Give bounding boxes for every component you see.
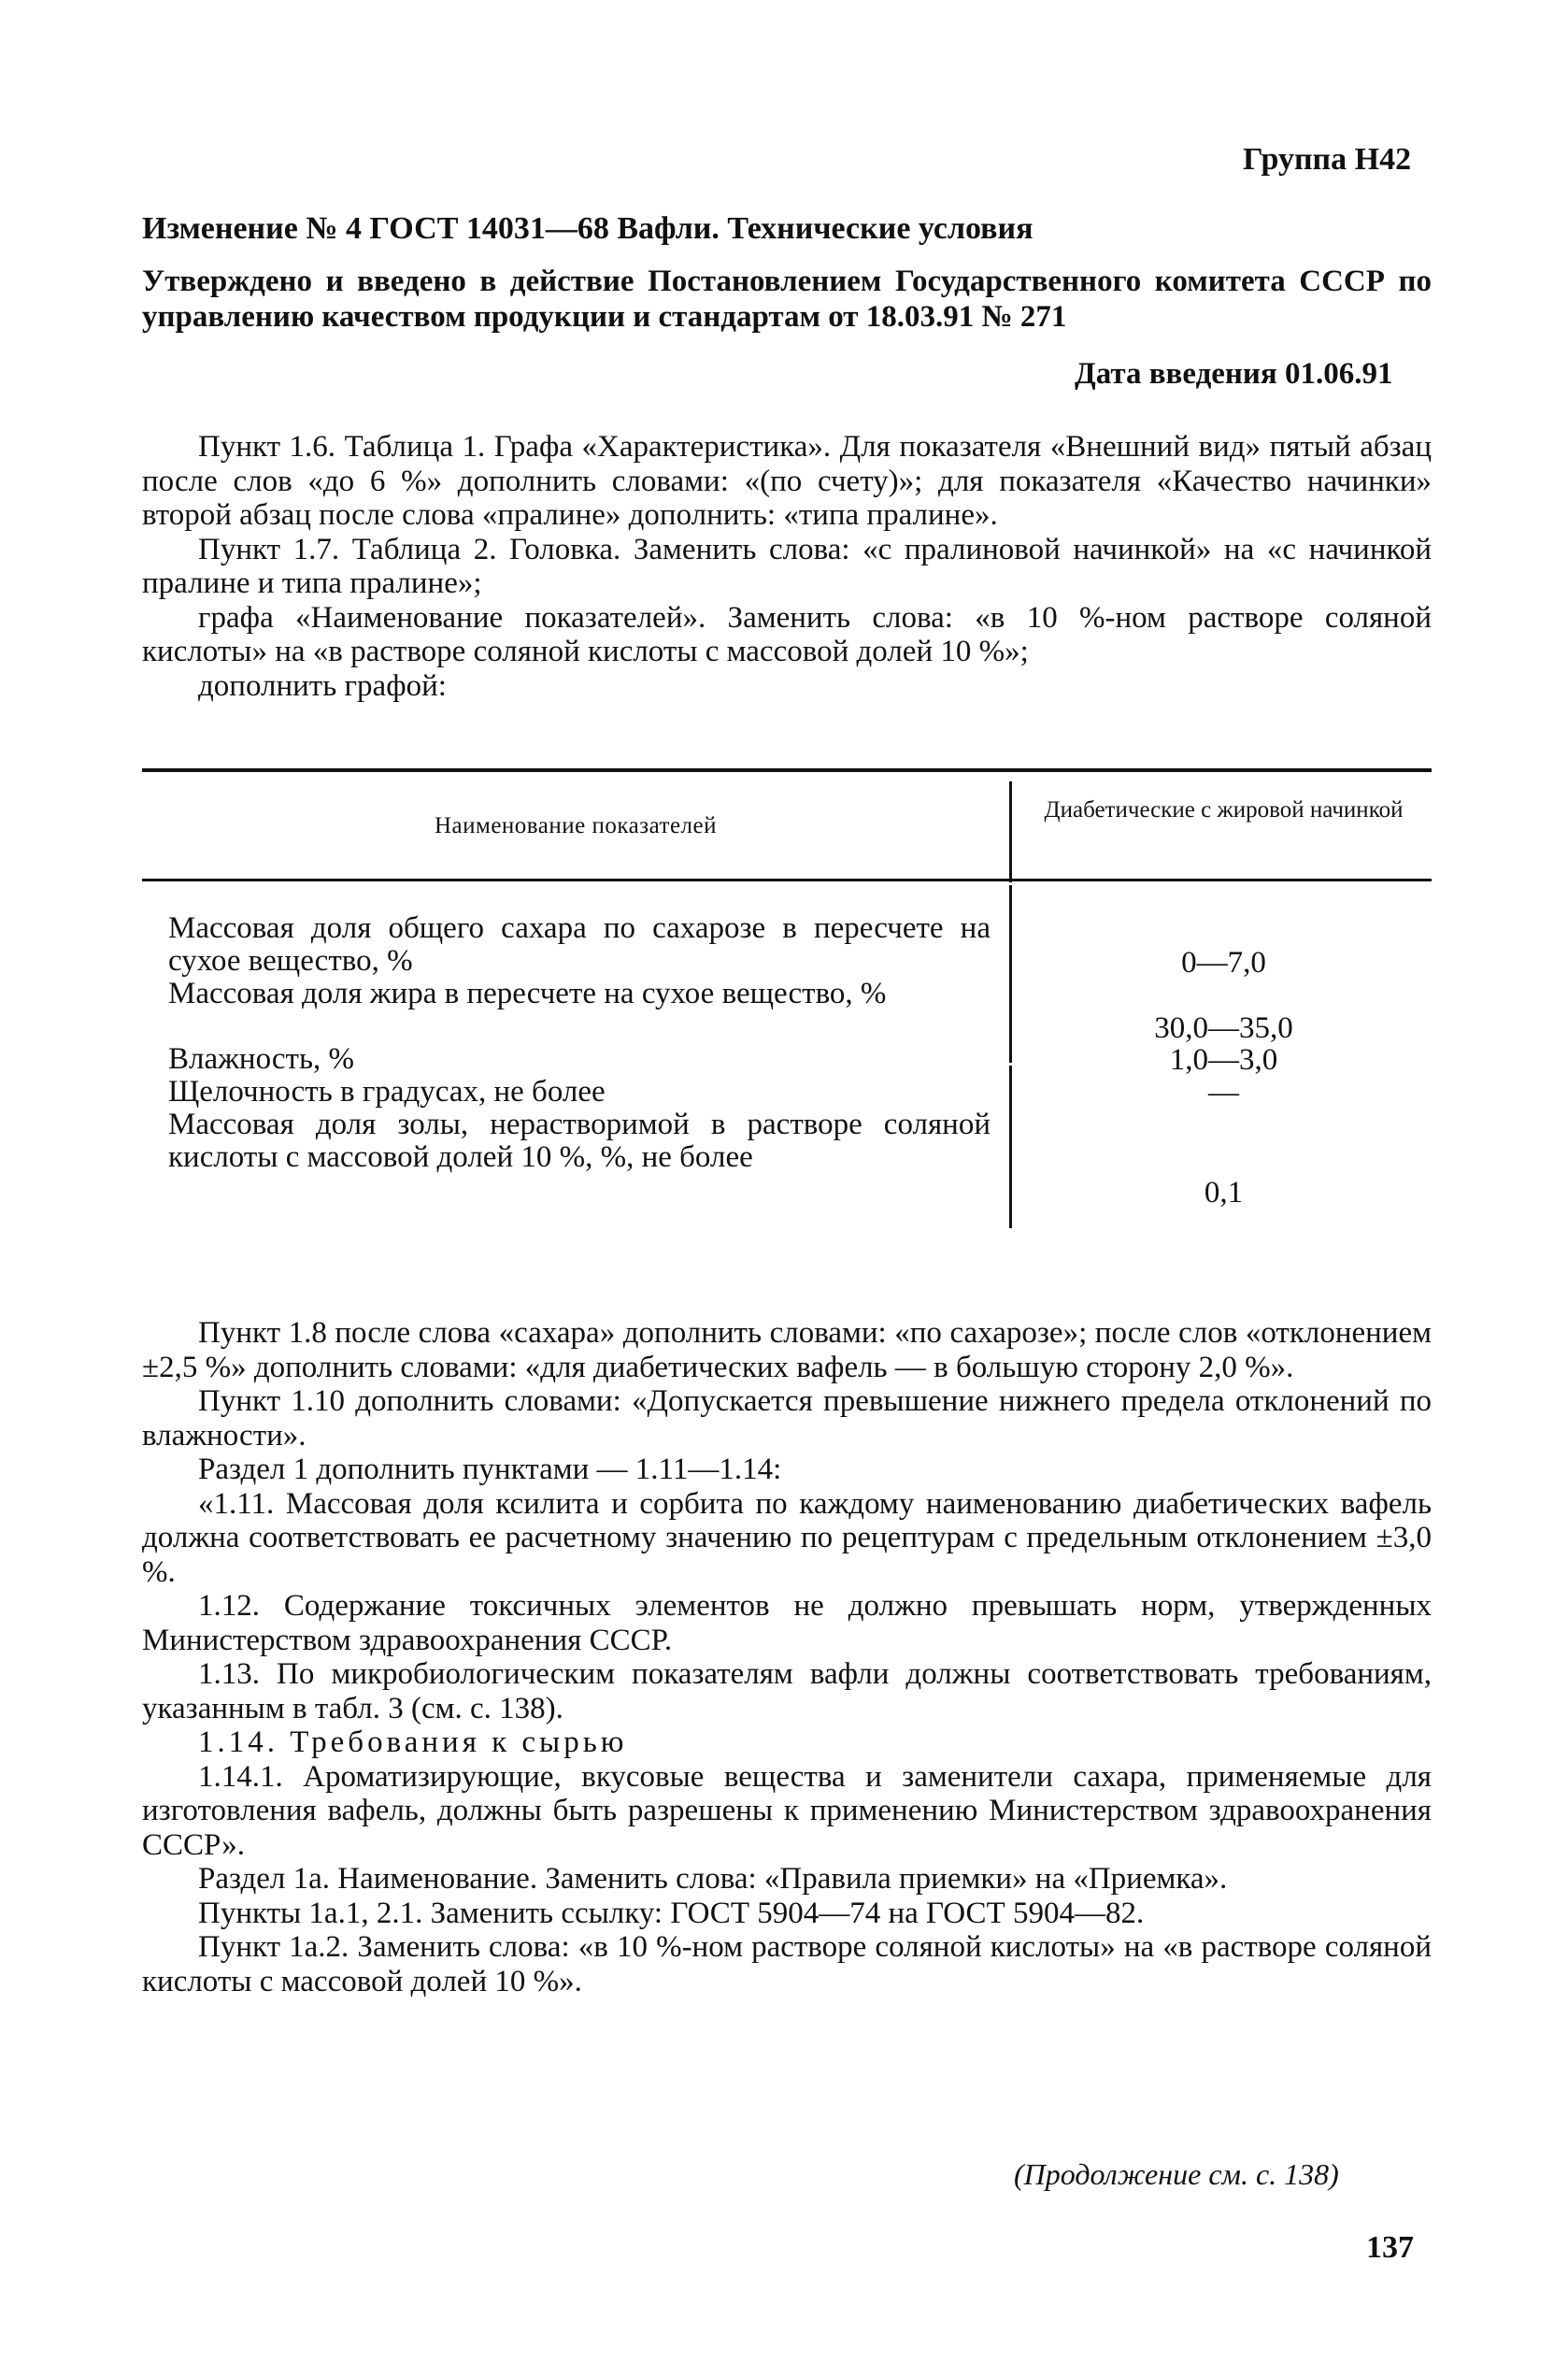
continuation-note: (Продолжение см. с. 138) [1014, 2157, 1339, 2191]
document-title: Изменение № 4 ГОСТ 14031—68 Вафли. Технические условия [142, 211, 1033, 246]
table-body-divider [1009, 885, 1012, 1063]
column-header-name: Наименование показателей [434, 813, 718, 838]
paragraph: Пункт 1.10 дополнить словами: «Допускается превышение нижнего предела отклонений по влажности». [142, 1384, 1432, 1453]
table-row-value: 30,0—35,0 [1154, 1011, 1293, 1045]
paragraph: Пункт 1.7. Таблица 2. Головка. Заменить слова: «с пралиновой начинкой» на «с начинкой пралине и типа пралине»; [142, 532, 1432, 600]
table-header-divider [1009, 781, 1012, 882]
table-row-name: Щелочность в градусах, не более [168, 1075, 606, 1109]
table-row-value: 0—7,0 [1181, 946, 1266, 980]
paragraph: Пункт 1.6. Таблица 1. Графа «Характеристика». Для показателя «Внешний вид» пятый абзац после слов «до 6 %» дополнить словами: «(по счету)»; для показателя «Качество начинки» второй абзац после слова «пралине» дополнить: «типа пралине». [142, 430, 1432, 532]
column-header-value: Диабетические с жировой начинкой [1044, 797, 1404, 823]
paragraph: 1.14. Требования к сырью [198, 1725, 628, 1759]
paragraph: 1.14.1. Ароматизирующие, вкусовые вещества и заменители сахара, применяемые для изготовления вафель, должны быть разрешены к применению Министерством здравоохранения СССР». [142, 1759, 1432, 1862]
paragraph: Раздел 1 дополнить пунктами — 1.11—1.14: [198, 1453, 782, 1486]
intro-text [142, 430, 1432, 703]
table-row-name: Массовая доля жира в пересчете на сухое вещество, % [168, 977, 887, 1010]
indicators-table [142, 768, 1432, 1228]
table-body-divider [1009, 1066, 1012, 1228]
paragraph: 1.13. По микробиологическим показателям вафли должны соответствовать требованиям, указанным в табл. 3 (см. с. 138). [142, 1657, 1432, 1725]
paragraph: графа «Наименование показателей». Заменить слова: «в 10 %-ном растворе соляной кислоты» на «в растворе соляной кислоты с массовой долей 10 %»; [142, 600, 1432, 668]
group-label: Группа Н42 [1243, 142, 1412, 177]
paragraph: «1.11. Массовая доля ксилита и сорбита по каждому наименованию диабетических вафель должна соответствовать ее расчетному значению по рецептурам с предельным отклонением ±3,0 %. [142, 1486, 1432, 1589]
effective-date: Дата введения 01.06.91 [1075, 357, 1393, 391]
paragraph: Пункты 1а.1, 2.1. Заменить ссылку: ГОСТ 5904—74 на ГОСТ 5904—82. [198, 1896, 1145, 1930]
paragraph: дополнить графой: [198, 668, 447, 703]
table-row-name: Влажность, % [168, 1042, 355, 1076]
approval-statement: Утверждено и введено в действие Постановлением Государственного комитета СССР по управлению качеством продукции и стандартам от 18.03.91 № 271 [142, 265, 1432, 334]
paragraph: 1.12. Содержание токсичных элементов не должно превышать норм, утвержденных Министерством здравоохранения СССР. [142, 1589, 1432, 1657]
page-number: 137 [1366, 2230, 1414, 2265]
table-row-value: 0,1 [1204, 1176, 1244, 1210]
paragraph: Пункт 1а.2. Заменить слова: «в 10 %-ном растворе соляной кислоты» на «в растворе соляной кислоты с массовой долей 10 %». [142, 1930, 1432, 1998]
table-row-value: 1,0—3,0 [1169, 1043, 1278, 1077]
body-text [142, 1316, 1432, 1998]
table-row-name: Массовая доля общего сахара по сахарозе в пересчете на сухое вещество, % [168, 911, 991, 978]
paragraph: Пункт 1.8 после слова «сахара» дополнить словами: «по сахарозе»; после слов «отклонением ±2,5 %» дополнить словами: «для диабетических вафель — в большую сторону 2,0 %». [142, 1316, 1432, 1384]
paragraph: Раздел 1а. Наименование. Заменить слова: «Правила приемки» на «Приемка». [198, 1862, 1228, 1896]
table-top-rule [142, 768, 1432, 772]
table-header-rule [142, 879, 1432, 881]
table-row-value: — [1208, 1076, 1239, 1109]
table-row-name: Массовая доля золы, нерастворимой в растворе соляной кислоты с массовой долей 10 %, %, не более [168, 1108, 991, 1174]
